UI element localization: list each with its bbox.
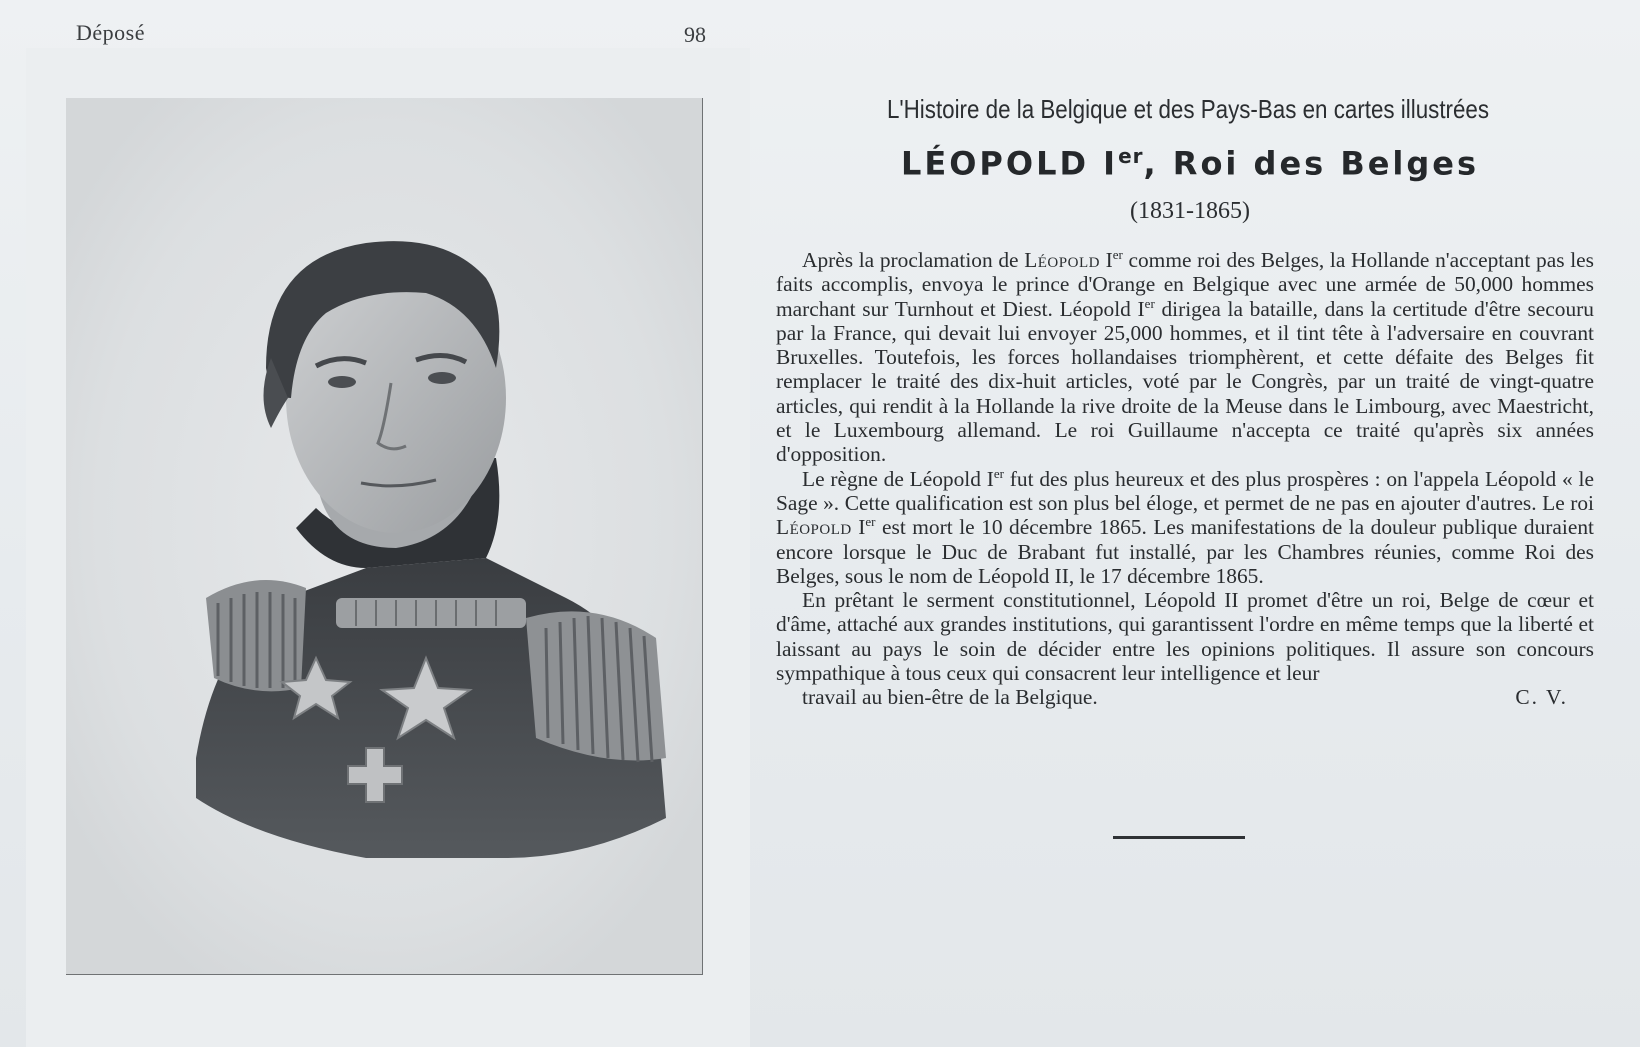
title-name: LÉOPOLD I: [900, 144, 1119, 183]
paragraph-2: Le règne de Léopold Ier fut des plus heureux et des plus prospères : on l'appela Léopold « le Sage ». Cette qualification est son plus bel éloge, et permet de ne pas en ajouter d'autres. Le roi Léopold Ier est mort le 10 décembre 1865. Les manifestations de la douleur publique duraient encore lorsque le Duc de Brabant fut installé, par les Chambres réunies, comme Roi des Belges, sous le nom de Léopold II, le 17 décembre 1865.: [776, 465, 1594, 588]
portrait-engraving: [66, 98, 702, 974]
portrait-image: [66, 98, 703, 975]
closing-rule: [1113, 836, 1245, 839]
series-title: L'Histoire de la Belgique et des Pays-Bas en cartes illustrées: [886, 94, 1490, 124]
author-signature: C. V.: [1515, 685, 1568, 710]
deposit-mark: Déposé: [76, 20, 145, 45]
biography-text: [776, 248, 1594, 710]
title-ordinal: er: [1118, 144, 1144, 168]
title-suffix: , Roi des Belges: [1143, 144, 1480, 183]
card-number: 98: [684, 22, 706, 47]
closing-line: travail au bien-être de la Belgique. C. V.: [776, 685, 1594, 709]
paragraph-3: En prêtant le serment constitutionnel, Léopold II promet d'être un roi, Belge de cœur et d'âme, attaché aux grandes institutions, qui garantissent l'ordre en même temps que la liberté et laissant au pays le soin de décider entre les opinions politiques. Il assure son concours sympathique à tous ceux qui consacrent leur intelligence et leur: [776, 588, 1594, 686]
paragraph-1: Après la proclamation de Léopold Ier comme roi des Belges, la Hollande n'acceptant pas les faits accomplis, envoya le prince d'Orange en Belgique avec une armée de 50,000 hommes marchant sur Turnhout et Diest. Léopold Ier dirigea la bataille, dans la certitude d'être secouru par la France, qui devait lui envoyer 25,000 hommes, et il tint tête à l'adversaire en couvrant Bruxelles. Toutefois, les forces hollandaises triomphèrent, et cette défaite des Belges fit remplacer le traité des dix-huit articles, voté par le Congrès, par un traité de vingt-quatre articles, qui rendit à la Hollande la rive droite de la Meuse dans le Limbourg, avec Maestricht, et le Luxembourg allemand. Le roi Guillaume n'accepta ce traité qu'après six années d'opposition.: [776, 246, 1594, 467]
reign-dates: (1831-1865): [1130, 198, 1250, 224]
card-title: [790, 144, 1590, 183]
